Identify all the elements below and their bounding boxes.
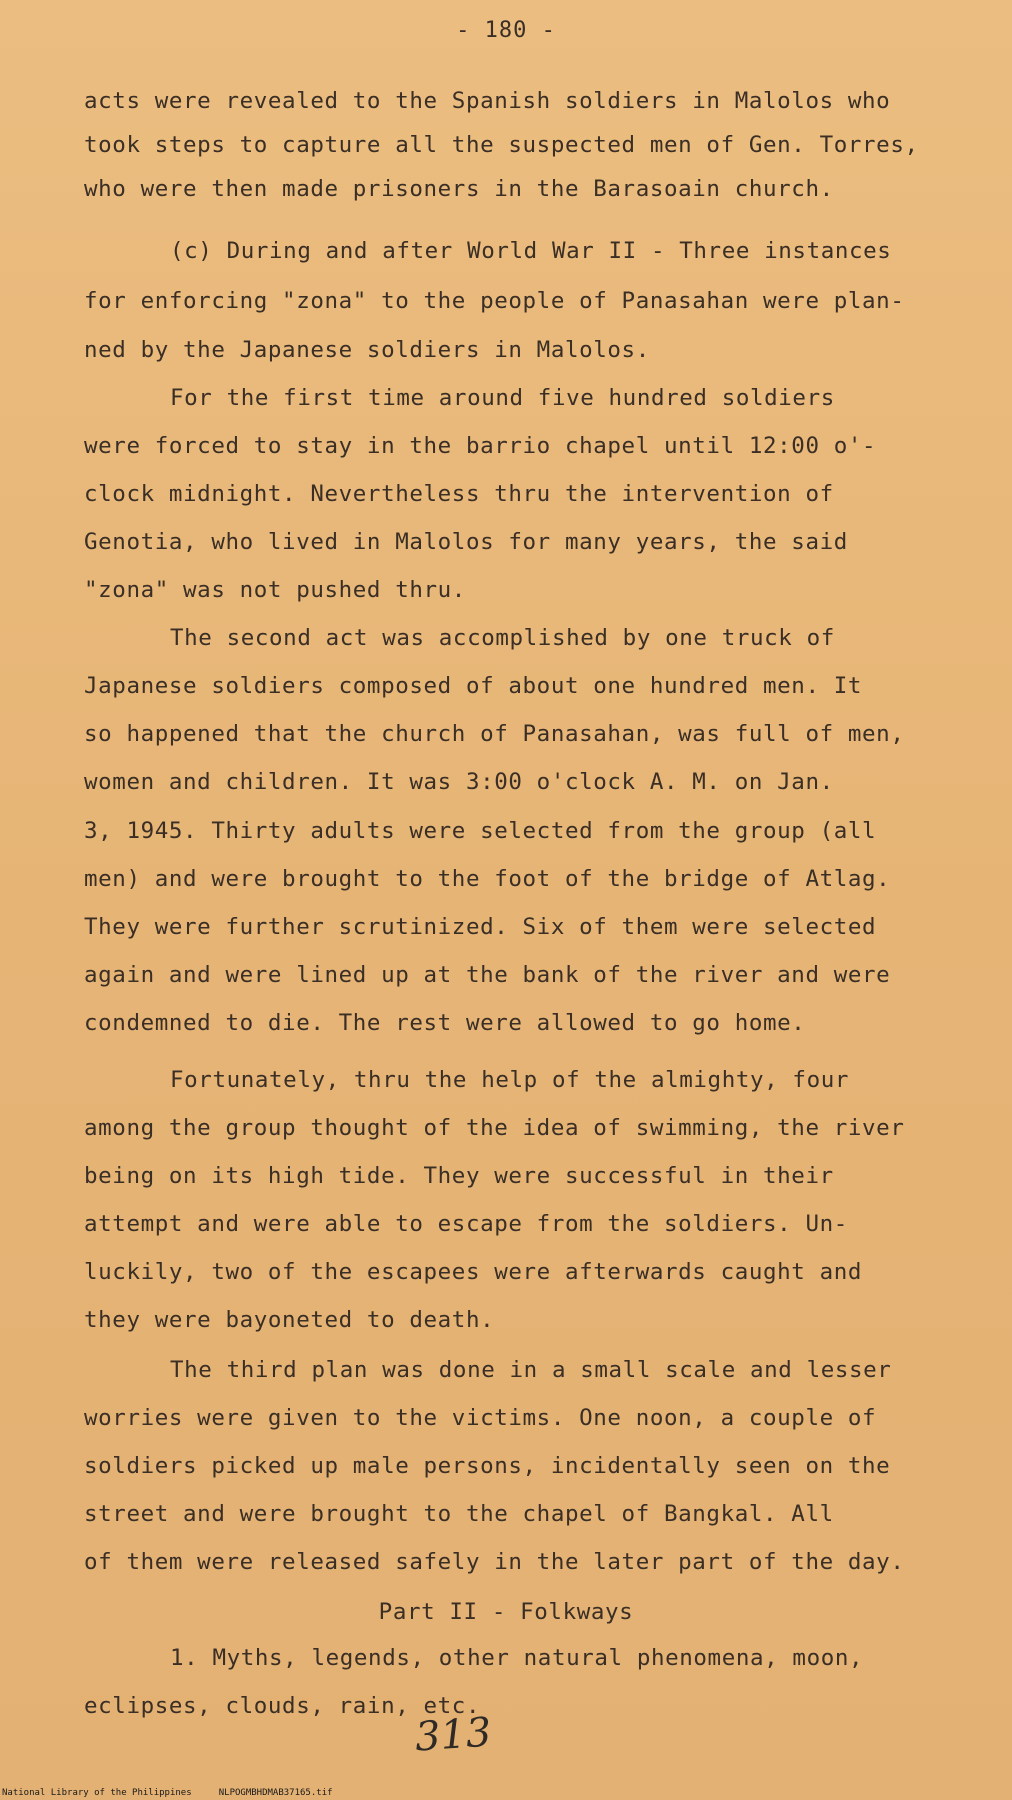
text-line: clock midnight. Nevertheless thru the intervention of <box>84 481 834 507</box>
handwritten-page-mark: 313 <box>413 1709 493 1761</box>
text-line: They were further scrutinized. Six of them were selected <box>84 914 877 940</box>
text-line: of them were released safely in the later part of the day. <box>84 1549 905 1575</box>
text-line: among the group thought of the idea of swimming, the river <box>84 1115 905 1141</box>
text-line: 3, 1945. Thirty adults were selected from the group (all <box>84 818 877 844</box>
text-line: condemned to die. The rest were allowed to go home. <box>84 1010 806 1036</box>
text-line: they were bayoneted to death. <box>84 1307 495 1333</box>
section-heading: Part II - Folkways <box>378 1599 634 1625</box>
text-line: women and children. It was 3:00 o'clock A. M. on Jan. <box>84 769 834 795</box>
text-line: Fortunately, thru the help of the almighty, four <box>170 1067 850 1093</box>
text-line: Japanese soldiers composed of about one hundred men. It <box>84 673 863 699</box>
text-line: again and were lined up at the bank of the river and were <box>84 962 891 988</box>
text-line: luckily, two of the escapees were afterwards caught and <box>84 1259 863 1285</box>
text-line: soldiers picked up male persons, incidentally seen on the <box>84 1453 891 1479</box>
text-line: being on its high tide. They were successful in their <box>84 1163 834 1189</box>
text-line: attempt and were able to escape from the soldiers. Un- <box>84 1211 848 1237</box>
text-line: worries were given to the victims. One noon, a couple of <box>84 1405 877 1431</box>
text-line: who were then made prisoners in the Barasoain church. <box>84 176 834 202</box>
text-line: eclipses, clouds, rain, etc. <box>84 1693 481 1719</box>
archive-footer: National Library of the Philippines NLPOGMBHDMAB37165.tif <box>2 1788 333 1798</box>
text-line: The second act was accomplished by one truck of <box>170 625 835 651</box>
text-line: Genotia, who lived in Malolos for many years, the said <box>84 529 848 555</box>
text-line: (c) During and after World War II - Three instances <box>170 238 892 264</box>
text-line: were forced to stay in the barrio chapel until 12:00 o'- <box>84 433 877 459</box>
text-line: street and were brought to the chapel of Bangkal. All <box>84 1501 834 1527</box>
text-line: For the first time around five hundred soldiers <box>170 385 835 411</box>
text-line: men) and were brought to the foot of the bridge of Atlag. <box>84 866 891 892</box>
page-number: - 180 - <box>456 18 556 43</box>
text-line: for enforcing "zona" to the people of Panasahan were plan- <box>84 288 905 314</box>
text-line: took steps to capture all the suspected men of Gen. Torres, <box>84 132 919 158</box>
text-line: "zona" was not pushed thru. <box>84 577 466 603</box>
text-line: The third plan was done in a small scale and lesser <box>170 1357 892 1383</box>
text-line: acts were revealed to the Spanish soldiers in Malolos who <box>84 88 891 114</box>
text-line: ned by the Japanese soldiers in Malolos. <box>84 337 650 363</box>
text-line: 1. Myths, legends, other natural phenomena, moon, <box>170 1645 864 1671</box>
text-line: so happened that the church of Panasahan, was full of men, <box>84 721 905 747</box>
